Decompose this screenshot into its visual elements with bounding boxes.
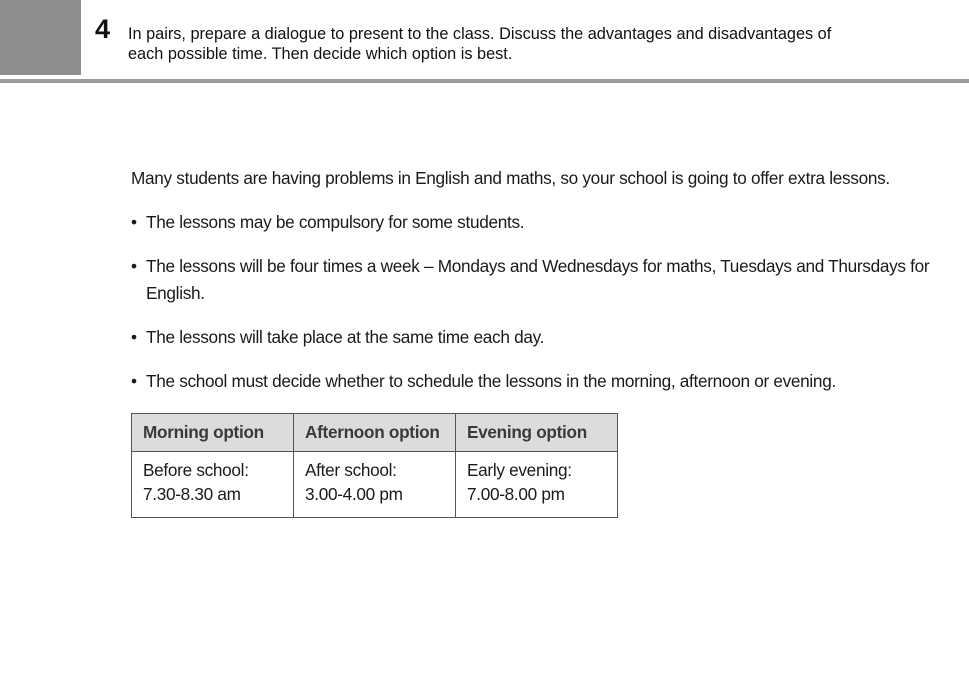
cell-time: 7.30-8.30 am xyxy=(143,484,241,504)
intro-paragraph: Many students are having problems in English and maths, so your school is going to offer extra lessons. xyxy=(131,168,890,188)
task-number: 4 xyxy=(95,14,111,44)
header-divider xyxy=(0,79,969,83)
cell-time: 3.00-4.00 pm xyxy=(305,484,403,504)
bullet-list xyxy=(131,209,951,395)
table-row xyxy=(132,452,618,518)
cell-label: After school: xyxy=(305,460,397,480)
cell-label: Early evening: xyxy=(467,460,572,480)
header-evening-option: Evening option xyxy=(456,414,618,452)
header-morning-option: Morning option xyxy=(132,414,294,452)
bullet-item xyxy=(131,368,951,395)
table-header-row xyxy=(132,414,618,452)
cell-evening-time xyxy=(456,452,618,518)
header-color-block xyxy=(0,0,81,75)
bullet-text: The school must decide whether to schedule the lessons in the morning, afternoon or evening. xyxy=(146,371,836,391)
bullet-item xyxy=(131,209,951,236)
bullet-text: The lessons will be four times a week – Mondays and Wednesdays for maths, Tuesdays and Thursdays for English. xyxy=(146,256,930,303)
cell-afternoon-time xyxy=(294,452,456,518)
task-content xyxy=(131,165,951,395)
time-options-table xyxy=(131,413,618,518)
task-instruction xyxy=(128,24,948,64)
cell-time: 7.00-8.00 pm xyxy=(467,484,565,504)
cell-morning-time xyxy=(132,452,294,518)
cell-label: Before school: xyxy=(143,460,249,480)
bullet-item xyxy=(131,324,951,351)
header-afternoon-option: Afternoon option xyxy=(294,414,456,452)
bullet-text: The lessons may be compulsory for some students. xyxy=(146,212,525,232)
instruction-line: In pairs, prepare a dialogue to present to the class. Discuss the advantages and disadvantages of xyxy=(128,25,832,43)
task-header xyxy=(0,0,969,76)
instruction-line: each possible time. Then decide which option is best. xyxy=(128,45,513,63)
bullet-item xyxy=(131,253,951,307)
bullet-dot: • xyxy=(131,327,137,347)
bullet-dot: • xyxy=(131,371,137,391)
bullet-dot: • xyxy=(131,212,137,232)
bullet-text: The lessons will take place at the same time each day. xyxy=(146,327,545,347)
bullet-dot: • xyxy=(131,256,137,276)
